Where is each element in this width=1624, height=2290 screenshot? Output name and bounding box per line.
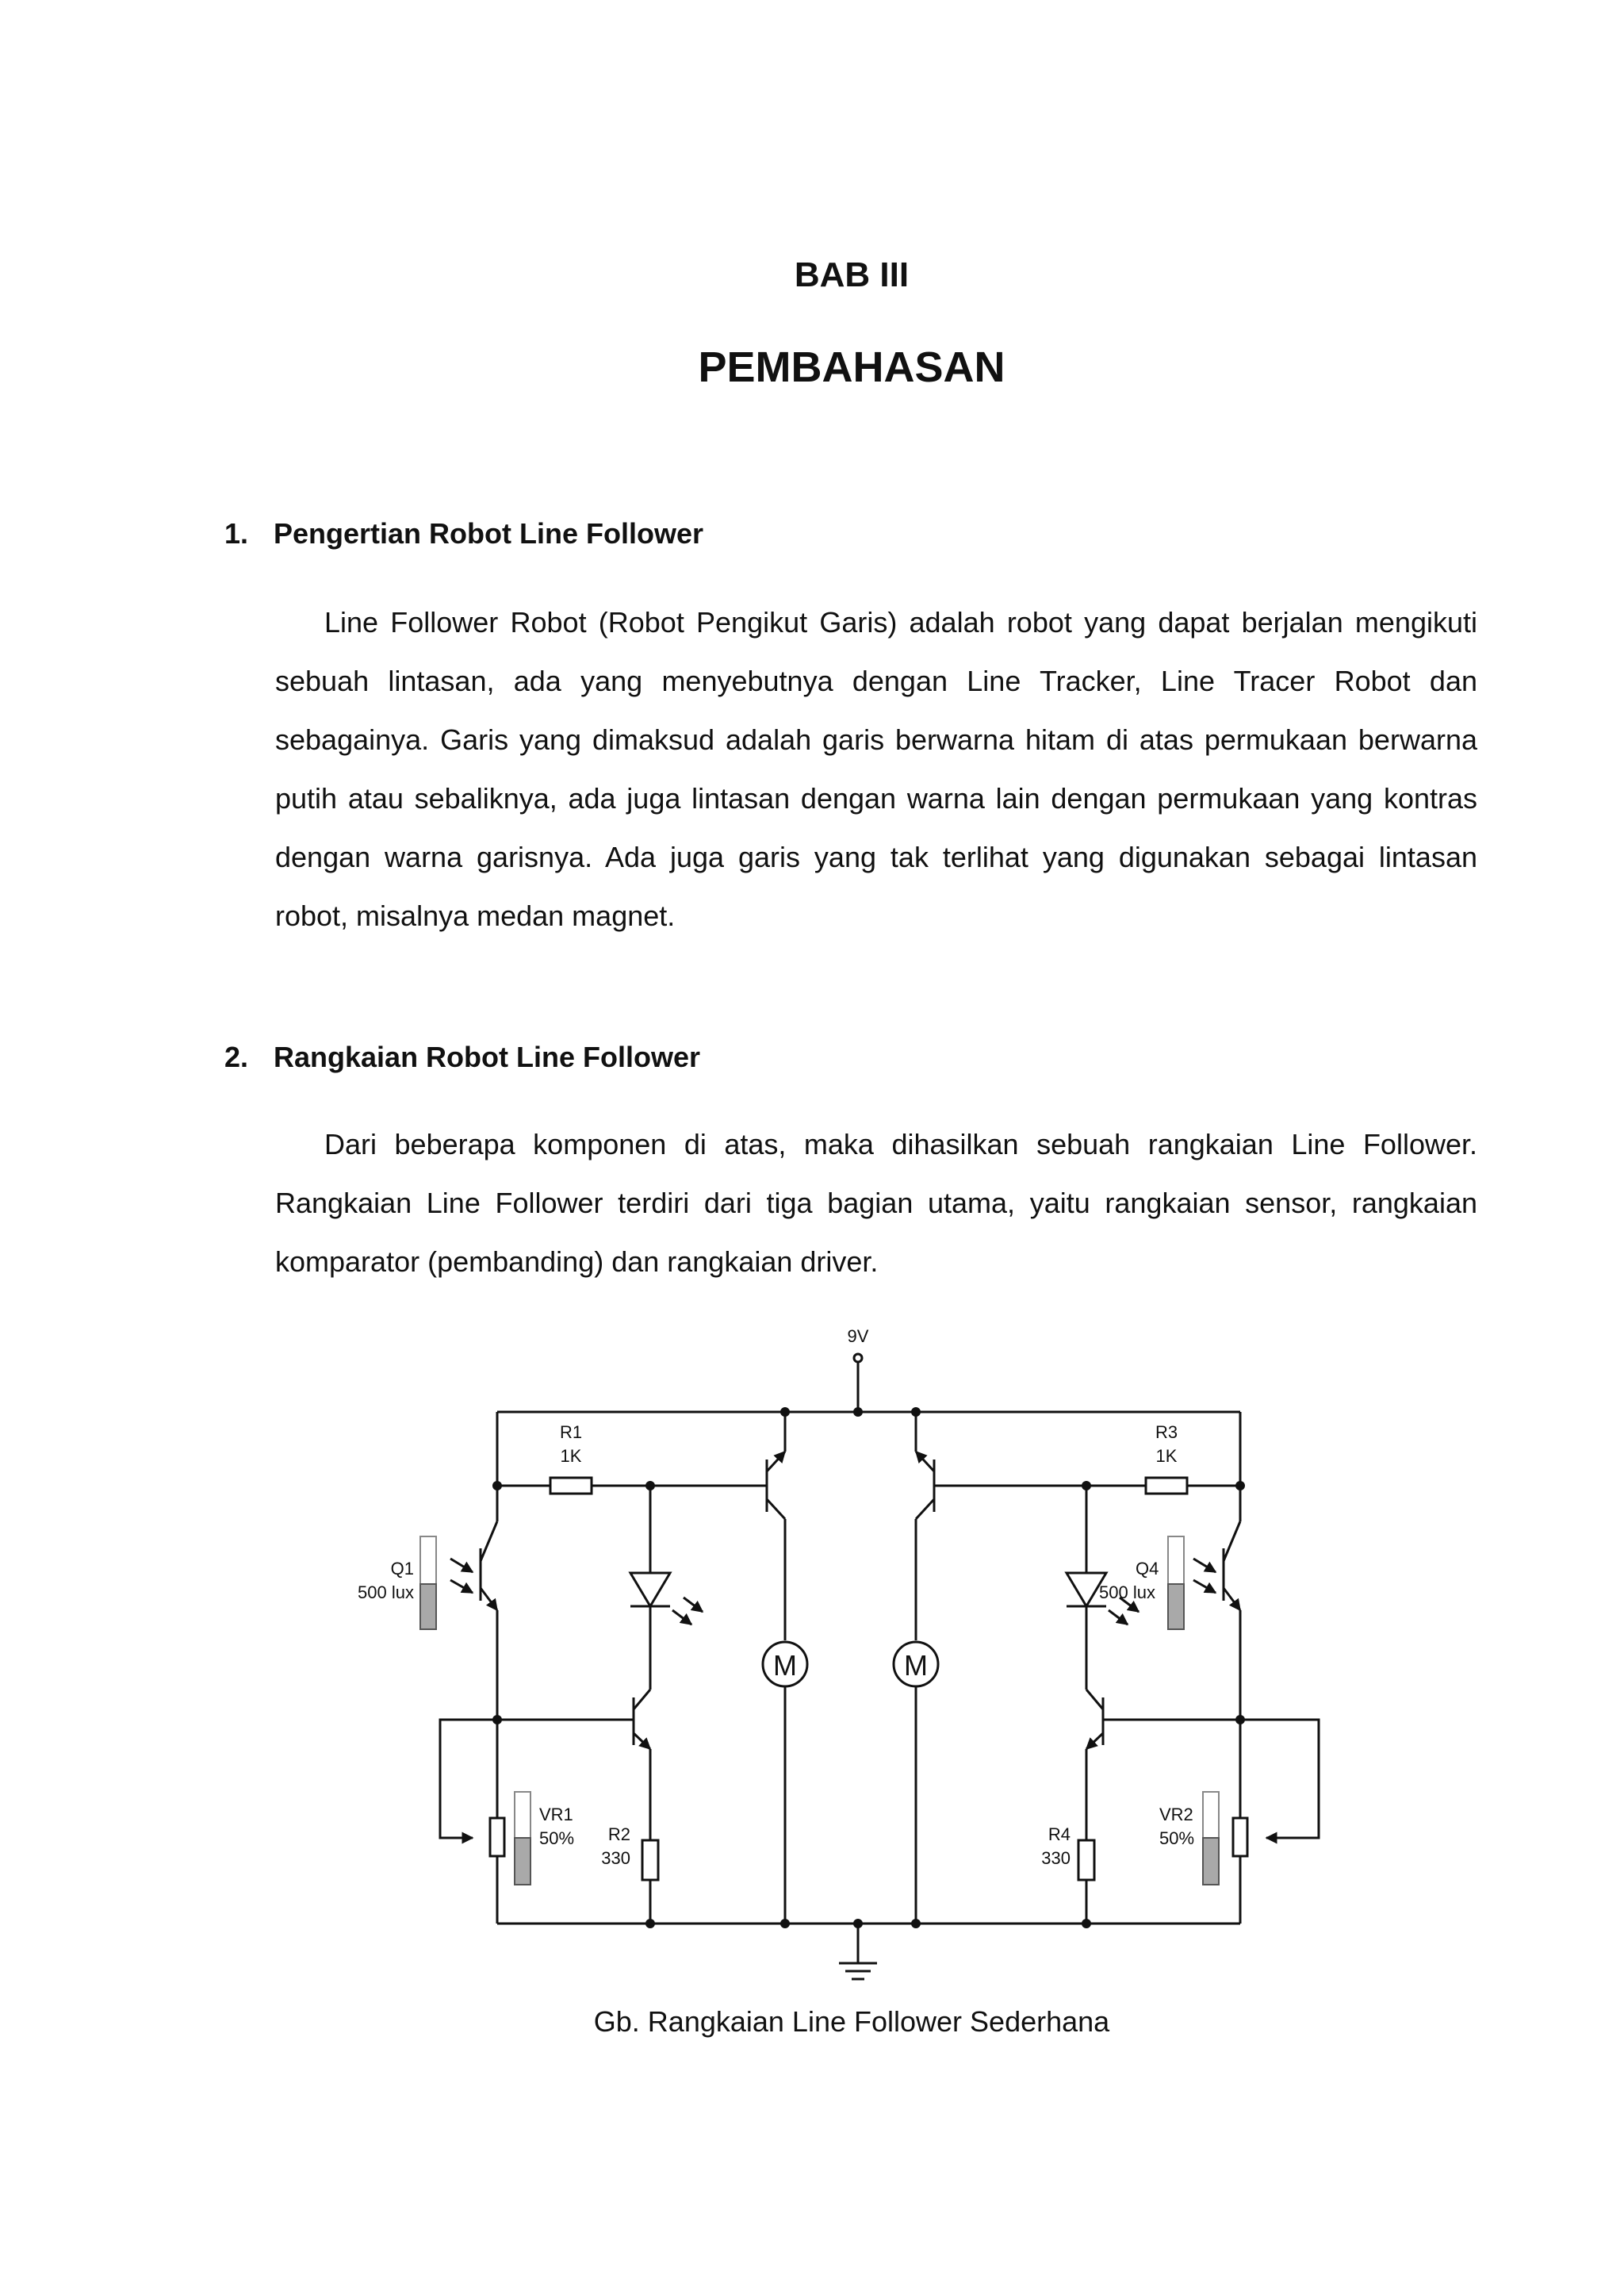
supply-terminal xyxy=(854,1354,862,1412)
mt1-motor-icon xyxy=(763,1642,807,1686)
vr2-potentiometer xyxy=(1203,1792,1282,1885)
vr2-value: 50% xyxy=(1159,1828,1195,1848)
vr1-label: VR1 xyxy=(539,1805,573,1824)
vr1-potentiometer xyxy=(457,1792,530,1885)
r4-value: 330 xyxy=(1041,1848,1071,1868)
d1-led xyxy=(630,1573,703,1624)
q1-light-slider xyxy=(420,1536,436,1629)
q3-transistor xyxy=(634,1690,650,1749)
section-title: Pengertian Robot Line Follower xyxy=(274,517,704,550)
r3-label: R3 xyxy=(1155,1422,1178,1442)
top-rail xyxy=(497,1412,1240,1448)
r2-resistor xyxy=(642,1840,658,1880)
section-number: 2. xyxy=(224,1041,249,1073)
q6-transistor xyxy=(1086,1690,1103,1749)
q5-transistor xyxy=(916,1452,944,1519)
vr1-value: 50% xyxy=(539,1828,575,1848)
figure-caption: Gb. Rangkaian Line Follower Sederhana xyxy=(593,2005,1110,2038)
paragraph-text: Line Follower Robot (Robot Pengikut Garis) adalah robot yang dapat berjalan mengikuti sebuah lintasan, ada yang menyebutnya dengan Line Tracker, Line Tracer Robot dan sebagainya. Garis yang dimaksud adalah garis berwarna hitam di atas permukaan berwarna putih atau sebaliknya, ada juga lintasan dengan warna lain dengan permukaan yang kontras dengan warna garisnya. Ada juga garis yang tak terlihat yang digunakan sebagai lintasan robot, misalnya medan magnet. xyxy=(275,606,1477,932)
q1-phototransistor xyxy=(450,1521,497,1610)
r3-resistor xyxy=(1146,1478,1187,1494)
section-number: 1. xyxy=(224,517,249,550)
ground-rail xyxy=(497,1888,1240,1924)
r4-resistor xyxy=(1078,1840,1094,1880)
mt2-motor-icon xyxy=(894,1642,938,1686)
section-title: Rangkaian Robot Line Follower xyxy=(274,1041,701,1073)
q1-label: Q1 xyxy=(390,1559,414,1578)
q1-value: 500 lux xyxy=(358,1582,414,1602)
paragraph-text: Dari beberapa komponen di atas, maka dihasilkan sebuah rangkaian Line Follower. Rangkaian Line Follower terdiri dari tiga bagian utama, yaitu rangkaian sensor, rangkaian komparator (pembanding) dan rangkaian driver. xyxy=(275,1128,1477,1278)
r4-label: R4 xyxy=(1048,1824,1071,1844)
q4-value: 500 lux xyxy=(1099,1582,1155,1602)
chapter-title: PEMBAHASAN xyxy=(698,343,1005,391)
r1-value: 1K xyxy=(560,1446,582,1466)
q4-label: Q4 xyxy=(1136,1559,1159,1578)
svg-text:M: M xyxy=(773,1649,797,1682)
vr2-label: VR2 xyxy=(1159,1805,1193,1824)
q2-transistor xyxy=(757,1452,785,1519)
svg-text:M: M xyxy=(904,1649,928,1682)
q4-phototransistor xyxy=(1193,1521,1240,1610)
q4-light-slider xyxy=(1168,1536,1184,1629)
r2-label: R2 xyxy=(607,1824,630,1844)
ground-icon xyxy=(839,1924,877,1979)
r3-value: 1K xyxy=(1155,1446,1178,1466)
chapter-label: BAB III xyxy=(794,255,910,294)
r1-label: R1 xyxy=(559,1422,583,1442)
r2-value: 330 xyxy=(601,1848,630,1868)
supply-label: 9V xyxy=(847,1326,869,1346)
r1-resistor xyxy=(550,1478,592,1494)
